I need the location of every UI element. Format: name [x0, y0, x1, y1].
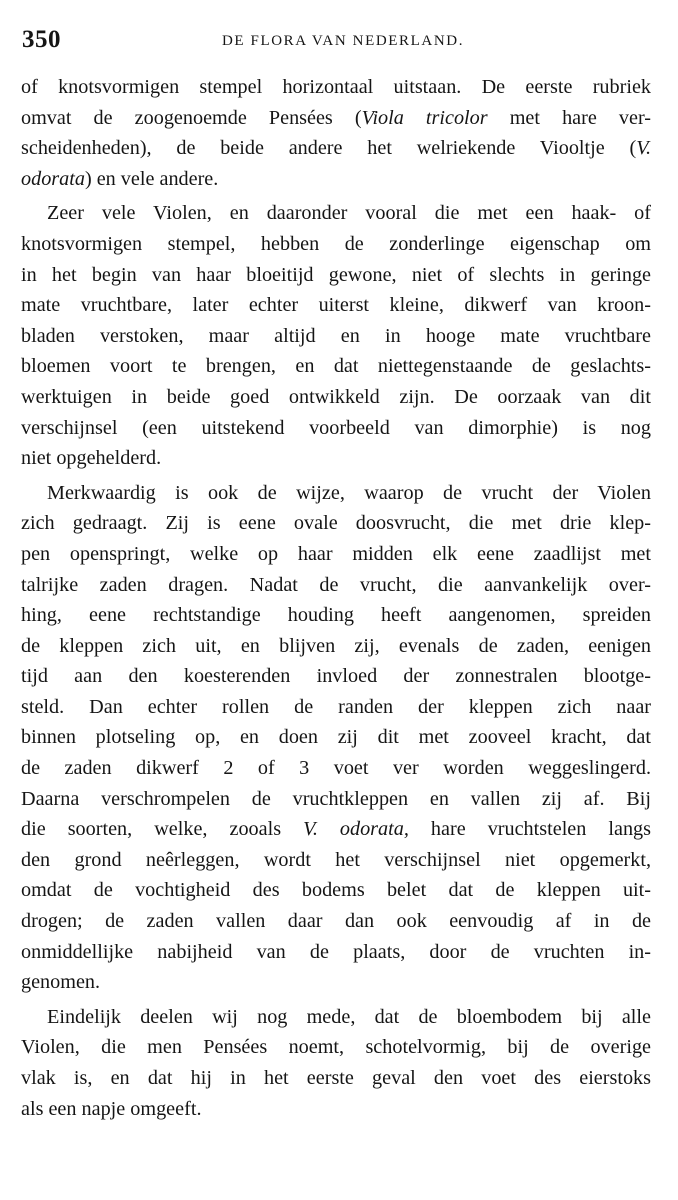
- text-line: bloemen voort te brengen, en dat niettegenstaande de geslachts-: [21, 355, 651, 378]
- text-line: onmiddellijke nabijheid van de plaats, door de vruchten in-: [21, 940, 651, 963]
- text-line: Violen, die men Pensées noemt, schotelvormig, bij de overige: [21, 1036, 651, 1059]
- text-line: bladen verstoken, maar altijd en in hooge mate vruchtbare: [21, 324, 651, 347]
- text-line: de kleppen zich uit, en blijven zij, evenals de zaden, eenigen: [21, 634, 651, 657]
- text-line: tijd aan den koesterenden invloed der zonnestralen blootge-: [21, 665, 651, 688]
- text-line: binnen plotseling op, en doen zij dit met zooveel kracht, dat: [21, 726, 651, 749]
- text-line: verschijnsel (een uitstekend voorbeeld van dimorphie) is nog: [21, 416, 651, 439]
- text-line: Merkwaardig is ook de wijze, waarop de vrucht der Violen: [47, 481, 651, 504]
- text-line: [21, 814, 651, 845]
- text-line: steld. Dan echter rollen de randen der kleppen zich naar: [21, 695, 651, 718]
- running-title: DE FLORA VAN NEDERLAND.: [221, 33, 465, 49]
- page-number: 350: [22, 26, 61, 53]
- italic-species-name: Viola tricolor: [361, 106, 488, 129]
- text-segment: hare vruchtstelen langs: [408, 818, 651, 841]
- text-line: in het begin van haar bloeitijd gewone, niet of slechts in geringe: [21, 263, 651, 286]
- text-segment: scheidenheden), de beide andere het welriekende Viooltje (: [21, 137, 637, 160]
- text-line: [21, 103, 651, 134]
- text-line: vlak is, en dat hij in het eerste geval den voet des eierstoks: [21, 1067, 651, 1089]
- text-line: den grond neêrleggen, wordt het verschijnsel niet opgemerkt,: [21, 848, 651, 871]
- text-segment: ) en vele andere.: [84, 167, 219, 190]
- text-line: [21, 133, 651, 164]
- text-line: [21, 164, 651, 195]
- text-line: zich gedraagt. Zij is eene ovale doosvrucht, die met drie klep-: [21, 512, 651, 535]
- text-line: Daarna verschrompelen de vruchtkleppen en vallen zij af. Bij: [21, 787, 651, 810]
- text-line: pen openspringt, welke op haar midden elk eene zaadlijst met: [21, 542, 651, 565]
- text-line: drogen; de zaden vallen daar dan ook eenvoudig af in de: [21, 910, 651, 933]
- italic-species-name: V.: [636, 137, 651, 160]
- text-line: mate vruchtbare, later echter uiterst kleine, dikwerf van kroon-: [21, 294, 651, 317]
- text-line: Eindelijk deelen wij nog mede, dat de bloembodem bij alle: [47, 1005, 651, 1028]
- text-line: de zaden dikwerf 2 of 3 voet ver worden weggeslingerd.: [21, 757, 651, 780]
- text-line: knotsvormigen stempel, hebben de zonderlinge eigenschap om: [21, 232, 651, 255]
- text-segment: omvat de zoogenoemde Pensées (: [21, 106, 362, 129]
- paragraph-4: [21, 1002, 651, 1124]
- text-segment: met hare ver-: [487, 106, 651, 129]
- body-text: [21, 72, 651, 1124]
- text-segment: die soorten, welke, zooals: [21, 818, 304, 841]
- text-line: of knotsvormigen stempel horizontaal uitstaan. De eerste rubriek: [21, 76, 651, 98]
- text-line: Zeer vele Violen, en daaronder vooral die met een haak- of: [47, 202, 651, 225]
- text-line: talrijke zaden dragen. Nadat de vrucht, die aanvankelijk over-: [21, 573, 651, 596]
- paragraph-1: [21, 72, 651, 194]
- text-line: genomen.: [21, 971, 101, 994]
- paragraph-2: [21, 198, 651, 473]
- text-line: niet opgehelderd.: [21, 447, 162, 470]
- text-line: hing, eene rechtstandige houding heeft aangenomen, spreiden: [21, 604, 651, 627]
- page-header: [22, 26, 648, 60]
- paragraph-3: [21, 478, 651, 998]
- text-line: werktuigen in beide goed ontwikkeld zijn. De oorzaak van dit: [21, 385, 651, 408]
- text-line: als een napje omgeeft.: [21, 1097, 202, 1120]
- italic-species-name: odorata: [21, 167, 85, 190]
- text-line: omdat de vochtigheid des bodems belet dat de kleppen uit-: [21, 879, 651, 902]
- italic-species-name: V. odorata,: [303, 818, 409, 841]
